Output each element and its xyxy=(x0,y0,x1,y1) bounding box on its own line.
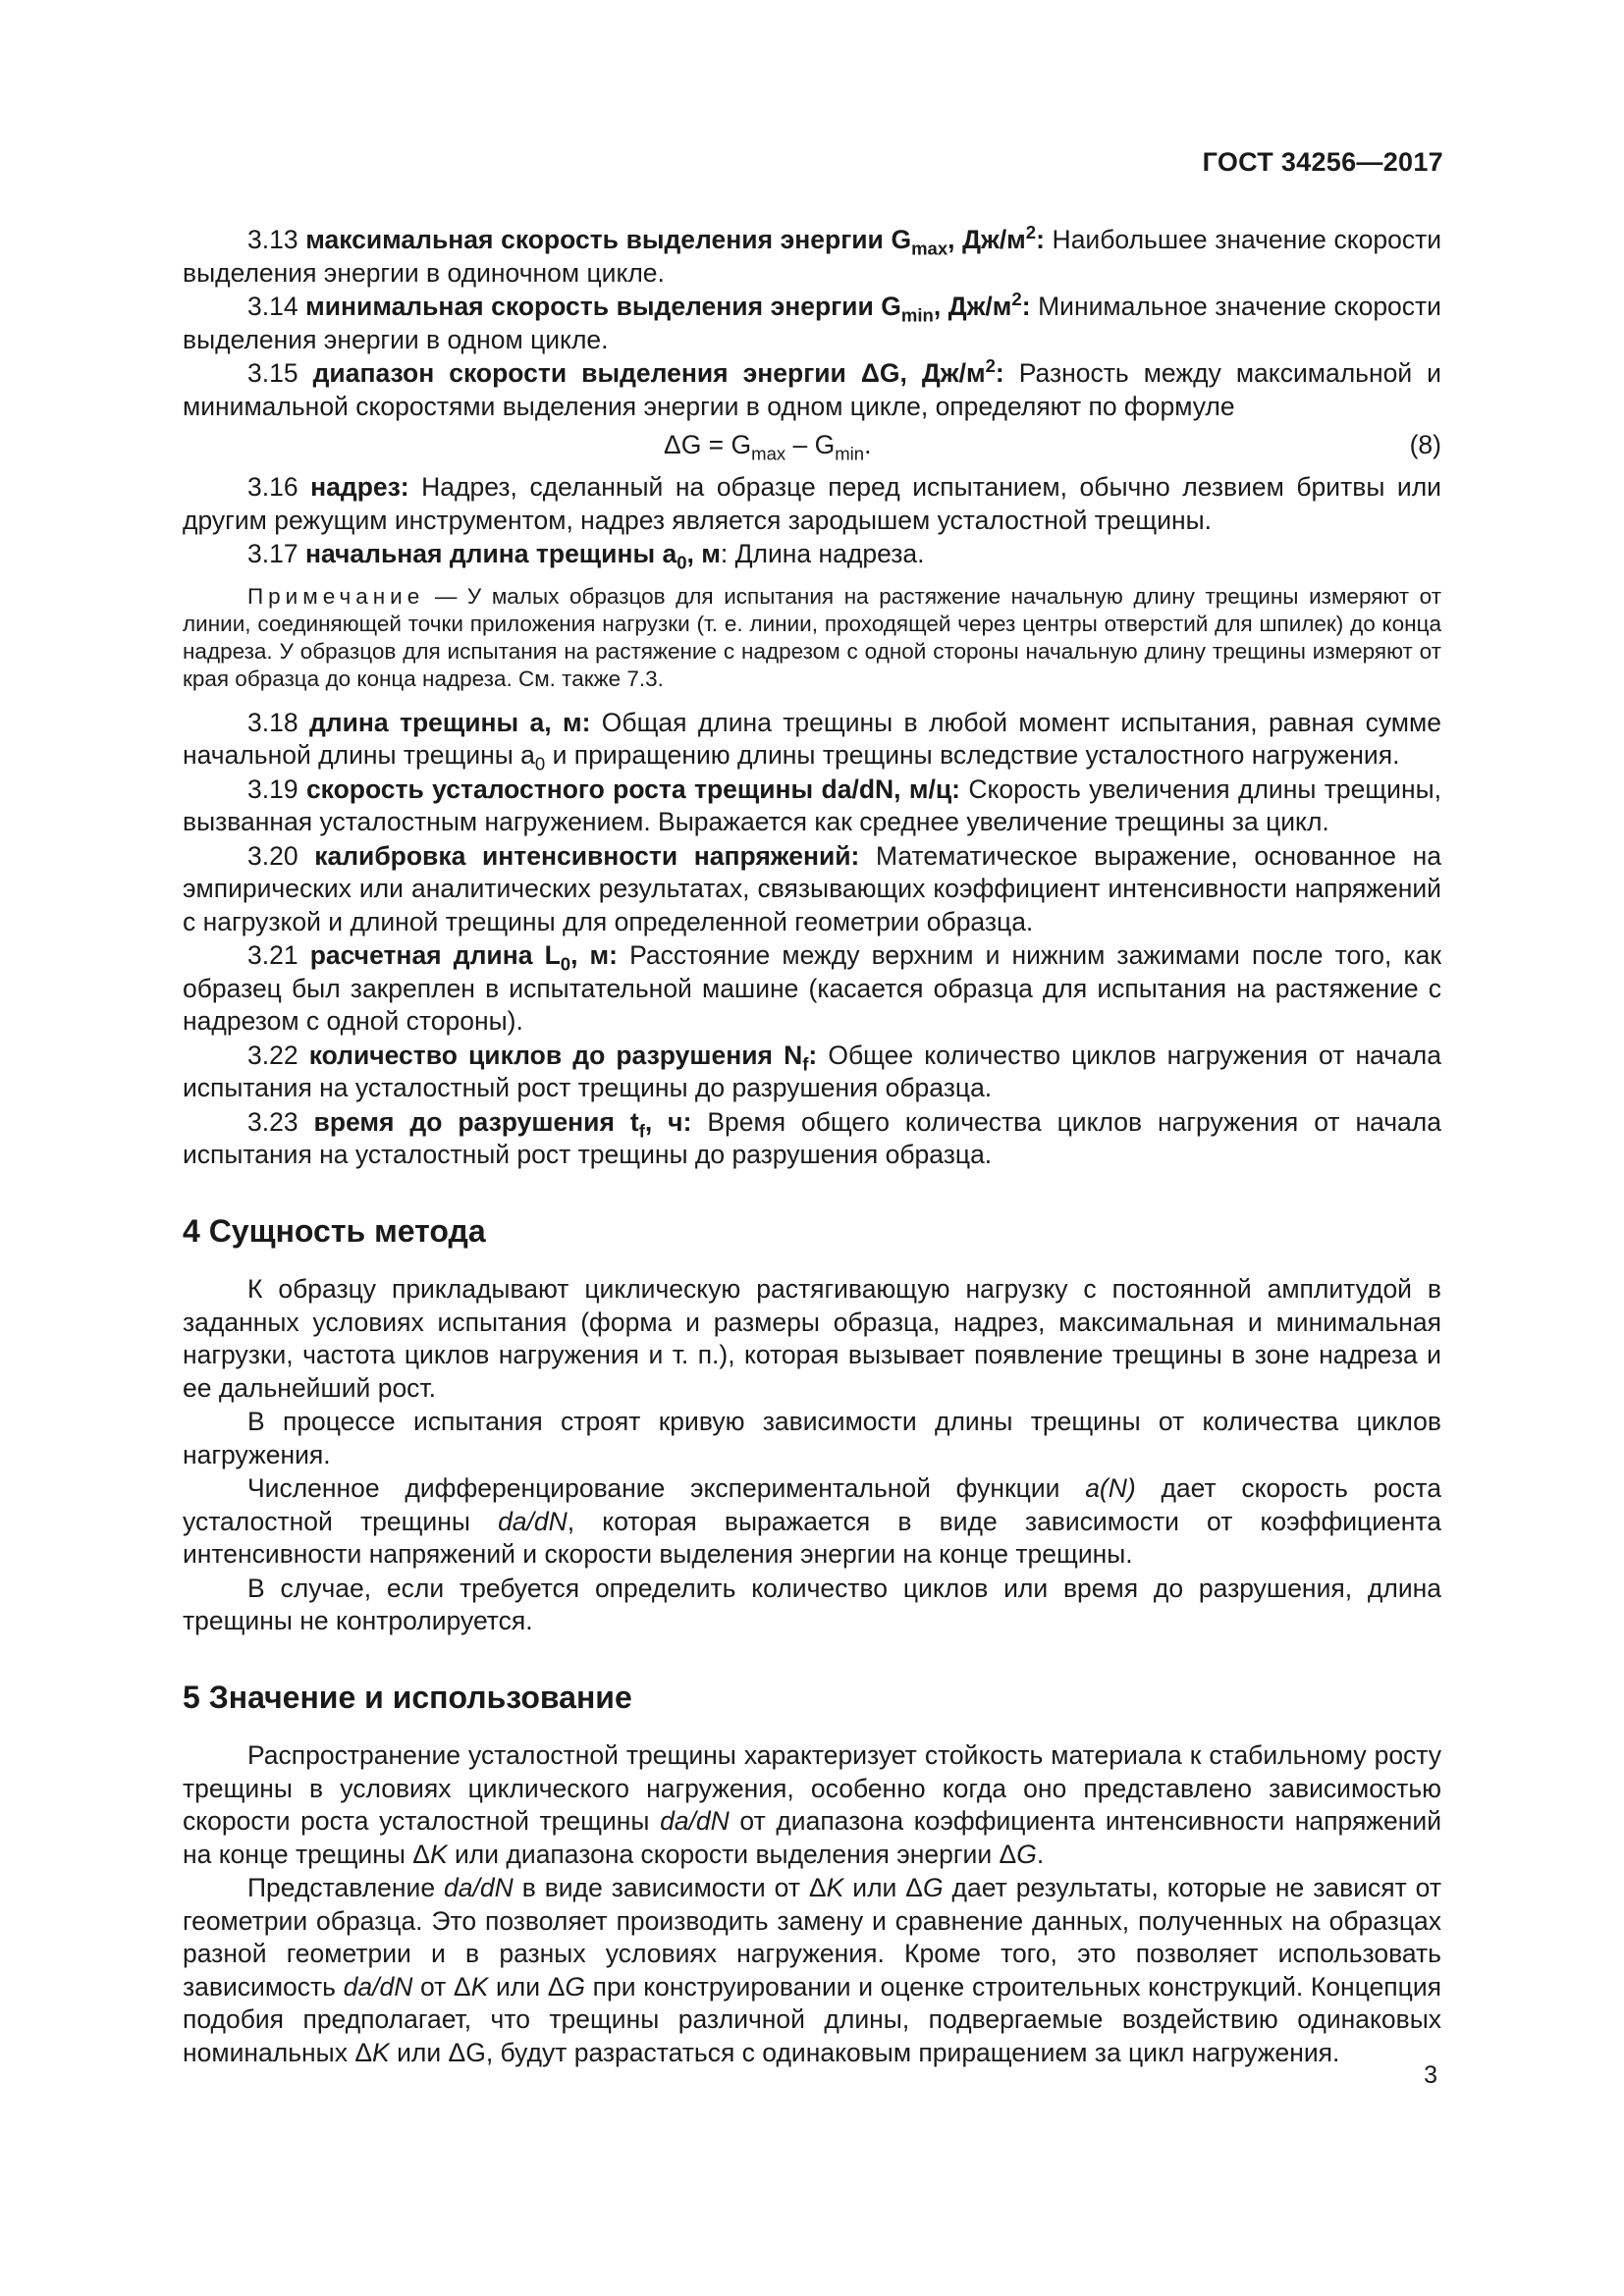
definition-3-19: 3.19 скорость усталостного роста трещины da/dN, м/ц: Скорость увеличения длины трещины, вызванная усталостным нагружением. Выражается как среднее увеличение трещины за цикл. xyxy=(183,774,1442,836)
formula-8 xyxy=(183,429,1441,466)
section-4-paragraph-2: В процессе испытания строят кривую зависимости длины трещины от количества циклов нагружения. xyxy=(183,1407,1441,1469)
section-4-paragraph-1: К образцу прикладывают циклическую растягивающую нагрузку с постоянной амплитудой в заданных условиях испытания (форма и размеры образца, надрез, максимальная и минимальная нагрузки, частота циклов нагружения и т. п.), которая вызывает появление трещины в зоне надреза и ее дальнейший рост. xyxy=(183,1274,1441,1403)
note: Примечание — У малых образцов для испытания на растяжение начальную длину трещины измеряют от линии, соединяющей точки приложения нагрузки (т. е. линии, проходящей через центры отверстий для шпилек) до конца надреза. У образцов для испытания на растяжение с надрезом с одной стороны начальную длину трещины измеряют от края образца до конца надреза. См. также 7.3. xyxy=(183,583,1441,691)
definition-3-20: 3.20 калибровка интенсивности напряжений: Математическое выражение, основанное на эмпирических или аналитических результатах, связывающих коэффициент интенсивности напряжений с нагрузкой и длиной трещины для определенной геометрии образца. xyxy=(183,840,1441,936)
formula-number: (8) xyxy=(1409,430,1441,459)
section-5-paragraph-1: Распространение усталостной трещины характеризует стойкость материала к стабильному росту трещины в условиях циклического нагружения, особенно когда оно представлено зависимостью скорости роста усталостной трещины da/dN от диапазона коэффициента интенсивности напряжений на конце трещины ΔK или диапазона скорости выделения энергии ΔG. xyxy=(183,1740,1441,1869)
section-4-paragraph-4: В случае, если требуется определить количество циклов или время до разрушения, длина трещины не контролируется. xyxy=(183,1573,1441,1635)
definition-3-15: 3.15 диапазон скорости выделения энергии ΔG, $Дж/м^2$: Разность между максимальной и минимальной скоростями выделения энергии в одном цикле, определяют по формуле xyxy=(183,355,1441,421)
definition-3-23: 3.23 время до разрушения $t_f$, ч: Время общего количества циклов нагружения от начала испытания на усталостный рост трещины до разрушения образца. xyxy=(183,1106,1441,1169)
definition-3-14: 3.14 минимальная скорость выделения энергии $G_{min}$, $Дж/м^2$: Минимальное значение скорости выделения энергии в одном цикле. xyxy=(183,289,1441,354)
definition-3-21: 3.21 расчетная длина $L_0$, м: Расстояние между верхним и нижним зажимами после того, как образец был закреплен в испытательной машине (касается образца для испытания на растяжение с надрезом с одной стороны). xyxy=(183,940,1441,1036)
section-5-paragraph-2: Представление da/dN в виде зависимости от ΔK или ΔG дает результаты, которые не зависят от геометрии образца. Это позволяет производить замену и сравнение данных, полученных на образцах разной геометрии и в разных условиях нагружения. Кроме того, это позволяет использовать зависимость da/dN от ΔK или ΔG при конструировании и оценке строительных конструкций. Концепция подобия предполагает, что трещины различной длины, подвергаемые воздействию одинаковых номинальных ΔK или ΔG, будут разрастаться с одинаковым приращением за цикл нагружения. xyxy=(183,1873,1441,2067)
document-header: ГОСТ 34256—2017 xyxy=(1202,147,1443,177)
section-4-paragraph-3: Численное дифференцирование экспериментальной функции a(N) дает скорость роста усталостной трещины da/dN, которая выражается в виде зависимости от коэффициента интенсивности напряжений и скорости выделения энергии на конце трещины. xyxy=(183,1473,1442,1569)
definition-3-22: 3.22 количество циклов до разрушения $N_f$: Общее количество циклов нагружения от начала испытания на усталостный рост трещины до разрушения образца. xyxy=(183,1040,1442,1102)
definition-3-17: 3.17 начальная длина трещины $a_0$, м: Длина надреза. xyxy=(247,539,925,573)
page-content xyxy=(183,224,1441,2069)
definition-3-16: 3.16 надрез: Надрез, сделанный на образце перед испытанием, обычно лезвием бритвы или другим режущим инструментом, надрез является зародышем усталостной трещины. xyxy=(183,472,1441,535)
note-label: Примечание xyxy=(247,583,425,609)
definition-3-13: 3.13 максимальная скорость выделения энергии $G_{max}$, $Дж/м^2$: Наибольшее значение скорости выделения энергии в одиночном цикле. xyxy=(183,222,1442,288)
section-5-heading: 5 Значение и использование xyxy=(183,1679,632,1715)
formula-expression: $\Delta G = G_{max} - G_{min}$. xyxy=(664,430,872,464)
section-4-heading: 4 Сущность метода xyxy=(183,1212,486,1249)
definition-3-18: 3.18 длина трещины a, м: Общая длина трещины в любой момент испытания, равная сумме начальной длины трещины $a_0$ и приращению длины трещины вследствие усталостного нагружения. xyxy=(183,707,1441,774)
page-number: 3 xyxy=(1424,2061,1437,2089)
